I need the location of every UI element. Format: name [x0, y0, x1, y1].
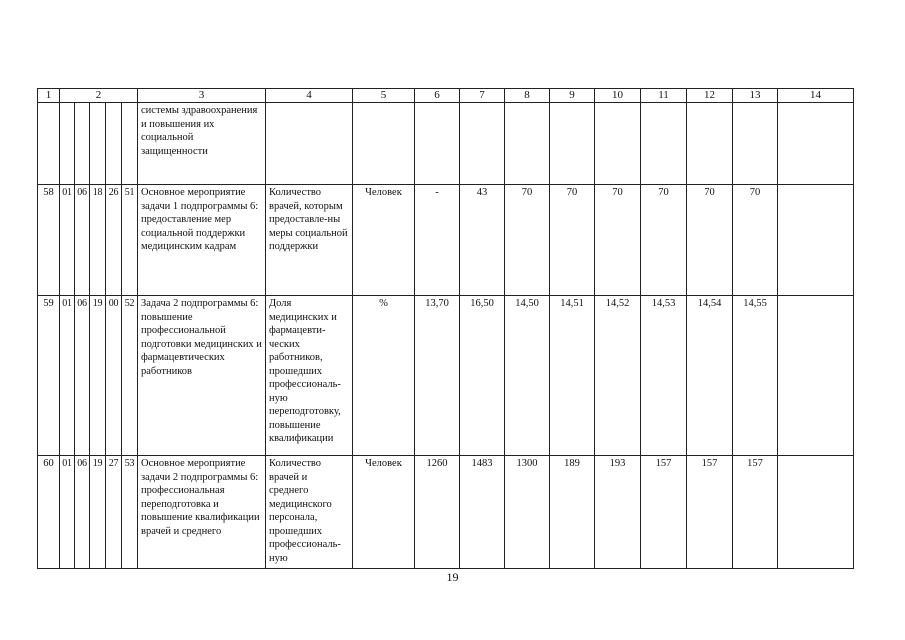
header-col-11: 11 — [641, 89, 687, 103]
table-row — [38, 185, 854, 296]
header-col-5: 5 — [353, 89, 415, 103]
row-indicator: Доля медицинских и фармацевти-ческих работников, прошедших профессиональ-ную переподготовку, повышение квалификации — [266, 296, 353, 456]
row-value: 1260 — [415, 456, 460, 569]
row-code: 19 — [90, 456, 106, 569]
row-value: 193 — [595, 456, 641, 569]
header-row — [38, 89, 854, 103]
row-code: 01 — [60, 296, 75, 456]
row-unit: Человек — [353, 185, 415, 296]
row-number: 59 — [38, 296, 60, 456]
row-value: 157 — [687, 456, 733, 569]
row-value: 14,55 — [733, 296, 778, 456]
row-value: 189 — [550, 456, 595, 569]
row-value: 14,53 — [641, 296, 687, 456]
row-value: 70 — [505, 185, 550, 296]
row-number: 60 — [38, 456, 60, 569]
row-name: Задача 2 подпрограммы 6: повышение профессиональной подготовки медицинских и фармацевтических работников — [138, 296, 266, 456]
row-code: 26 — [106, 185, 122, 296]
row-code: 52 — [122, 296, 138, 456]
row-unit: Человек — [353, 456, 415, 569]
row-value: 13,70 — [415, 296, 460, 456]
header-col-12: 12 — [687, 89, 733, 103]
row-value: 1300 — [505, 456, 550, 569]
row-value: 14,52 — [595, 296, 641, 456]
row-value: 16,50 — [460, 296, 505, 456]
row-code: 53 — [122, 456, 138, 569]
row-code: 19 — [90, 296, 106, 456]
row-code: 06 — [75, 296, 90, 456]
row-code: 06 — [75, 456, 90, 569]
row-name: Основное мероприятие задачи 2 подпрограммы 6: профессиональная переподготовка и повышение квалификации врачей и среднего — [138, 456, 266, 569]
row-value: 14,50 — [505, 296, 550, 456]
header-col-10: 10 — [595, 89, 641, 103]
header-col-1: 1 — [38, 89, 60, 103]
row-value: 157 — [733, 456, 778, 569]
row-value: 14,54 — [687, 296, 733, 456]
row-code: 06 — [75, 185, 90, 296]
row-code: 18 — [90, 185, 106, 296]
row-value: 70 — [595, 185, 641, 296]
row-value: 70 — [687, 185, 733, 296]
row-value: - — [415, 185, 460, 296]
row-name: Основное мероприятие задачи 1 подпрограммы 6: предоставление мер социальной поддержки медицинским кадрам — [138, 185, 266, 296]
row-code: 00 — [106, 296, 122, 456]
row-value: 70 — [550, 185, 595, 296]
row-value: 43 — [460, 185, 505, 296]
header-col-9: 9 — [550, 89, 595, 103]
row-indicator: Количество врачей, которым предоставле-ны меры социальной поддержки — [266, 185, 353, 296]
table-row-continuation — [38, 103, 854, 185]
table-row — [38, 296, 854, 456]
row-value: 70 — [641, 185, 687, 296]
row-indicator: Количество врачей и среднего медицинского персонала, прошедших профессиональ-ную — [266, 456, 353, 569]
row-name: системы здравоохранения и повышения их социальной защищенности — [138, 103, 266, 185]
data-table — [37, 88, 854, 569]
header-col-14: 14 — [778, 89, 854, 103]
header-col-7: 7 — [460, 89, 505, 103]
row-code: 01 — [60, 456, 75, 569]
table-row — [38, 456, 854, 569]
header-col-3: 3 — [138, 89, 266, 103]
header-col-8: 8 — [505, 89, 550, 103]
header-col-2: 2 — [60, 89, 138, 103]
header-col-13: 13 — [733, 89, 778, 103]
row-number: 58 — [38, 185, 60, 296]
header-col-4: 4 — [266, 89, 353, 103]
header-col-6: 6 — [415, 89, 460, 103]
row-value: 1483 — [460, 456, 505, 569]
row-value: 70 — [733, 185, 778, 296]
row-code: 01 — [60, 185, 75, 296]
page-number: 19 — [446, 570, 459, 584]
row-code: 27 — [106, 456, 122, 569]
row-value: 157 — [641, 456, 687, 569]
row-value: 14,51 — [550, 296, 595, 456]
row-code: 51 — [122, 185, 138, 296]
row-unit: % — [353, 296, 415, 456]
